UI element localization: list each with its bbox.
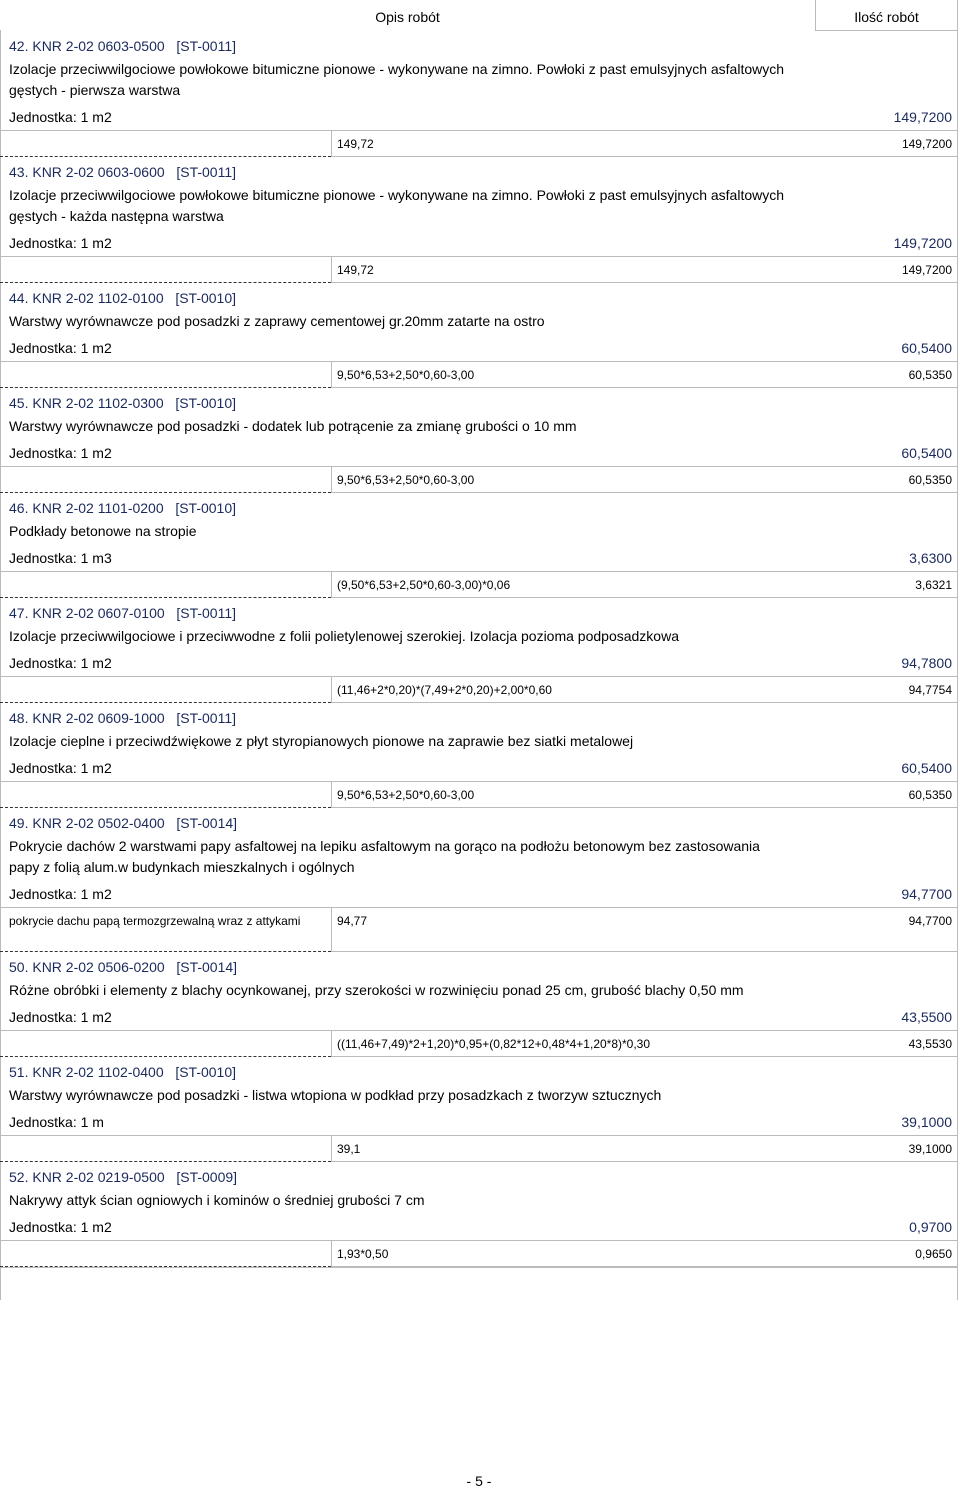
item-code [0, 952, 958, 976]
item-knr: KNR 2-02 0603-0500 [32, 38, 165, 54]
measurement-divider [331, 467, 332, 493]
measurement-divider [331, 257, 332, 283]
unit-value: 1 m2 [80, 445, 112, 461]
item-st: [ST-0011] [176, 605, 237, 621]
unit-label [9, 109, 112, 125]
unit-total: 3,6300 [909, 550, 952, 566]
unit-label [9, 886, 112, 902]
unit-label [9, 550, 112, 566]
unit-prefix: Jednostka: [9, 340, 77, 356]
item-knr: KNR 2-02 0603-0600 [32, 164, 165, 180]
item-description: Warstwy wyrównawcze pod posadzki z zaprawy cementowej gr.20mm zatarte na ostro [9, 313, 545, 329]
item-code [0, 493, 958, 517]
measurement-row [0, 782, 958, 808]
item-code [0, 703, 958, 727]
measurement-divider [331, 908, 332, 952]
work-item [0, 1162, 958, 1267]
measurement-row [0, 908, 958, 952]
item-knr: KNR 2-02 0506-0200 [32, 959, 165, 975]
item-knr: KNR 2-02 1102-0300 [32, 395, 164, 411]
measurement-value: 60,5350 [908, 473, 952, 487]
measurement-row [0, 572, 958, 598]
item-st: [ST-0009] [176, 1169, 238, 1185]
item-code [0, 157, 958, 181]
unit-label [9, 235, 112, 251]
unit-prefix: Jednostka: [9, 235, 77, 251]
item-st: [ST-0014] [176, 815, 238, 831]
measurement-value: 149,7200 [901, 263, 952, 277]
item-knr: KNR 2-02 1101-0200 [32, 500, 164, 516]
measurement-divider [331, 782, 332, 808]
measurement-divider [331, 1031, 332, 1057]
item-number: 45. [9, 395, 29, 411]
item-code [0, 1057, 958, 1081]
measurement-note: pokrycie dachu papą termozgrzewalną wraz z attykami [9, 914, 301, 928]
item-number: 46. [9, 500, 29, 516]
unit-row [0, 651, 958, 677]
item-description: Izolacje przeciwwilgociowe powłokowe bitumiczne pionowe - wykonywane na zimno. Powłoki z past emulsyjnych asfaltowych gęstych - każda następna warstwa [9, 187, 785, 224]
unit-label [9, 445, 112, 461]
item-description: Pokrycie dachów 2 warstwami papy asfaltowej na lepiku asfaltowym na gorąco na podłożu betonowym bez zastosowania papy z folią alum.w budynkach mieszkalnych i ogólnych [9, 838, 760, 875]
unit-total: 0,9700 [909, 1219, 952, 1235]
item-number: 52. [9, 1169, 29, 1185]
measurement-formula: (11,46+2*0,20)*(7,49+2*0,20)+2,00*0,60 [337, 683, 552, 697]
unit-label [9, 1114, 104, 1130]
column-header-ilosc: Ilość robót [854, 9, 919, 25]
unit-prefix: Jednostka: [9, 1009, 77, 1025]
unit-value: 1 m [80, 1114, 104, 1130]
unit-row [0, 336, 958, 362]
page-number: - 5 - [466, 1473, 492, 1489]
measurement-formula: 9,50*6,53+2,50*0,60-3,00 [337, 473, 475, 487]
item-knr: KNR 2-02 0609-1000 [32, 710, 165, 726]
measurement-formula: 149,72 [337, 137, 374, 151]
column-header-opis: Opis robót [375, 9, 440, 25]
measurement-formula: 149,72 [337, 263, 374, 277]
unit-row [0, 105, 958, 131]
measurement-row [0, 1031, 958, 1057]
item-number: 49. [9, 815, 29, 831]
item-description: Warstwy wyrównawcze pod posadzki - dodatek lub potrącenie za zmianę grubości o 10 mm [9, 418, 577, 434]
item-code [0, 388, 958, 412]
unit-value: 1 m2 [80, 886, 112, 902]
unit-label [9, 1219, 112, 1235]
measurement-rule [331, 1266, 958, 1267]
measurement-value: 149,7200 [901, 137, 952, 151]
item-number: 48. [9, 710, 29, 726]
measurement-formula: 9,50*6,53+2,50*0,60-3,00 [337, 788, 475, 802]
measurement-divider [331, 677, 332, 703]
column-divider [815, 0, 816, 30]
unit-row [0, 882, 958, 908]
item-description: Izolacje cieplne i przeciwdźwiękowe z płyt styropianowych pionowe na zaprawie bez siatki metalowej [9, 733, 634, 749]
unit-prefix: Jednostka: [9, 760, 77, 776]
measurement-value: 43,5530 [908, 1037, 952, 1051]
unit-value: 1 m3 [80, 550, 112, 566]
measurement-divider [331, 1241, 332, 1267]
unit-prefix: Jednostka: [9, 109, 77, 125]
measurement-value: 60,5350 [908, 788, 952, 802]
unit-total: 94,7800 [901, 655, 952, 671]
unit-total: 60,5400 [901, 340, 952, 356]
item-number: 43. [9, 164, 29, 180]
measurement-divider [331, 572, 332, 598]
item-number: 42. [9, 38, 29, 54]
item-st: [ST-0010] [175, 395, 237, 411]
unit-value: 1 m2 [80, 655, 112, 671]
item-number: 51. [9, 1064, 29, 1080]
measurement-row [0, 257, 958, 283]
item-description: Podkłady betonowe na stropie [9, 523, 197, 539]
item-knr: KNR 2-02 0502-0400 [32, 815, 165, 831]
items-list [0, 31, 958, 1268]
item-description: Nakrywy attyk ścian ogniowych i kominów o średniej grubości 7 cm [9, 1192, 425, 1208]
work-item [0, 157, 958, 283]
item-knr: KNR 2-02 0607-0100 [32, 605, 165, 621]
measurement-row [0, 677, 958, 703]
item-number: 44. [9, 290, 29, 306]
unit-value: 1 m2 [80, 760, 112, 776]
item-st: [ST-0010] [175, 500, 237, 516]
unit-row [0, 441, 958, 467]
item-code [0, 1162, 958, 1186]
unit-row [0, 1215, 958, 1241]
work-item [0, 808, 958, 952]
measurement-row [0, 131, 958, 157]
item-description: Izolacje przeciwwilgociowe powłokowe bitumiczne pionowe - wykonywane na zimno. Powłoki z past emulsyjnych asfaltowych gęstych - pierwsza warstwa [9, 61, 785, 98]
unit-row [0, 1110, 958, 1136]
item-code [0, 31, 958, 55]
unit-total: 39,1000 [901, 1114, 952, 1130]
item-st: [ST-0010] [175, 290, 237, 306]
measurement-value: 39,1000 [908, 1142, 952, 1156]
unit-row [0, 1005, 958, 1031]
work-item [0, 703, 958, 808]
item-code [0, 808, 958, 832]
item-knr: KNR 2-02 0219-0500 [32, 1169, 165, 1185]
item-st: [ST-0010] [175, 1064, 237, 1080]
measurement-value: 94,7700 [908, 914, 952, 928]
item-st: [ST-0011] [176, 164, 237, 180]
item-description: Różne obróbki i elementy z blachy ocynkowanej, przy szerokości w rozwinięciu ponad 25 cm, grubość blachy 0,50 mm [9, 982, 744, 998]
unit-label [9, 655, 112, 671]
unit-row [0, 756, 958, 782]
unit-prefix: Jednostka: [9, 550, 77, 566]
measurement-divider [331, 1136, 332, 1162]
measurement-formula: 94,77 [337, 914, 368, 928]
work-item [0, 493, 958, 598]
item-st: [ST-0011] [176, 710, 237, 726]
unit-value: 1 m2 [80, 1009, 112, 1025]
unit-value: 1 m2 [80, 235, 112, 251]
measurement-row [0, 467, 958, 493]
item-description: Warstwy wyrównawcze pod posadzki - listwa wtopiona w podkład przy posadzkach z tworzyw sztucznych [9, 1087, 662, 1103]
item-description: Izolacje przeciwwilgociowe i przeciwwodne z folii polietylenowej szerokiej. Izolacja pozioma podposadzkowa [9, 628, 679, 644]
unit-total: 149,7200 [893, 235, 952, 251]
work-item [0, 598, 958, 703]
work-item [0, 1057, 958, 1162]
measurement-formula: 1,93*0,50 [337, 1247, 389, 1261]
work-item [0, 283, 958, 388]
work-item [0, 952, 958, 1057]
unit-label [9, 340, 112, 356]
measurement-value: 60,5350 [908, 368, 952, 382]
measurement-divider [331, 131, 332, 157]
measurement-row [0, 1136, 958, 1162]
unit-row [0, 546, 958, 572]
item-code [0, 598, 958, 622]
item-number: 47. [9, 605, 29, 621]
item-knr: KNR 2-02 1102-0100 [32, 290, 164, 306]
unit-total: 94,7700 [901, 886, 952, 902]
measurement-formula: 39,1 [337, 1142, 361, 1156]
measurement-row [0, 362, 958, 388]
item-st: [ST-0011] [176, 38, 237, 54]
measurement-formula: ((11,46+7,49)*2+1,20)*0,95+(0,82*12+0,48*4+1,20*8)*0,30 [337, 1037, 651, 1051]
unit-prefix: Jednostka: [9, 655, 77, 671]
measurement-value: 3,6321 [915, 578, 952, 592]
measurement-divider [331, 362, 332, 388]
unit-total: 43,5500 [901, 1009, 952, 1025]
unit-total: 149,7200 [893, 109, 952, 125]
work-item [0, 388, 958, 493]
unit-prefix: Jednostka: [9, 1114, 77, 1130]
item-code [0, 283, 958, 307]
unit-value: 1 m2 [80, 1219, 112, 1235]
measurement-value: 94,7754 [908, 683, 952, 697]
item-number: 50. [9, 959, 29, 975]
measurement-formula: (9,50*6,53+2,50*0,60-3,00)*0,06 [337, 578, 511, 592]
unit-prefix: Jednostka: [9, 445, 77, 461]
unit-label [9, 1009, 112, 1025]
table-bottom-rule [0, 1267, 958, 1268]
dashed-rule [0, 1266, 331, 1267]
unit-label [9, 760, 112, 776]
unit-value: 1 m2 [80, 340, 112, 356]
unit-value: 1 m2 [80, 109, 112, 125]
measurement-value: 0,9650 [915, 1247, 952, 1261]
unit-row [0, 231, 958, 257]
measurement-formula: 9,50*6,53+2,50*0,60-3,00 [337, 368, 475, 382]
unit-prefix: Jednostka: [9, 886, 77, 902]
unit-prefix: Jednostka: [9, 1219, 77, 1235]
work-item [0, 31, 958, 157]
measurement-row [0, 1241, 958, 1267]
unit-total: 60,5400 [901, 445, 952, 461]
unit-total: 60,5400 [901, 760, 952, 776]
item-knr: KNR 2-02 1102-0400 [32, 1064, 164, 1080]
item-st: [ST-0014] [176, 959, 238, 975]
